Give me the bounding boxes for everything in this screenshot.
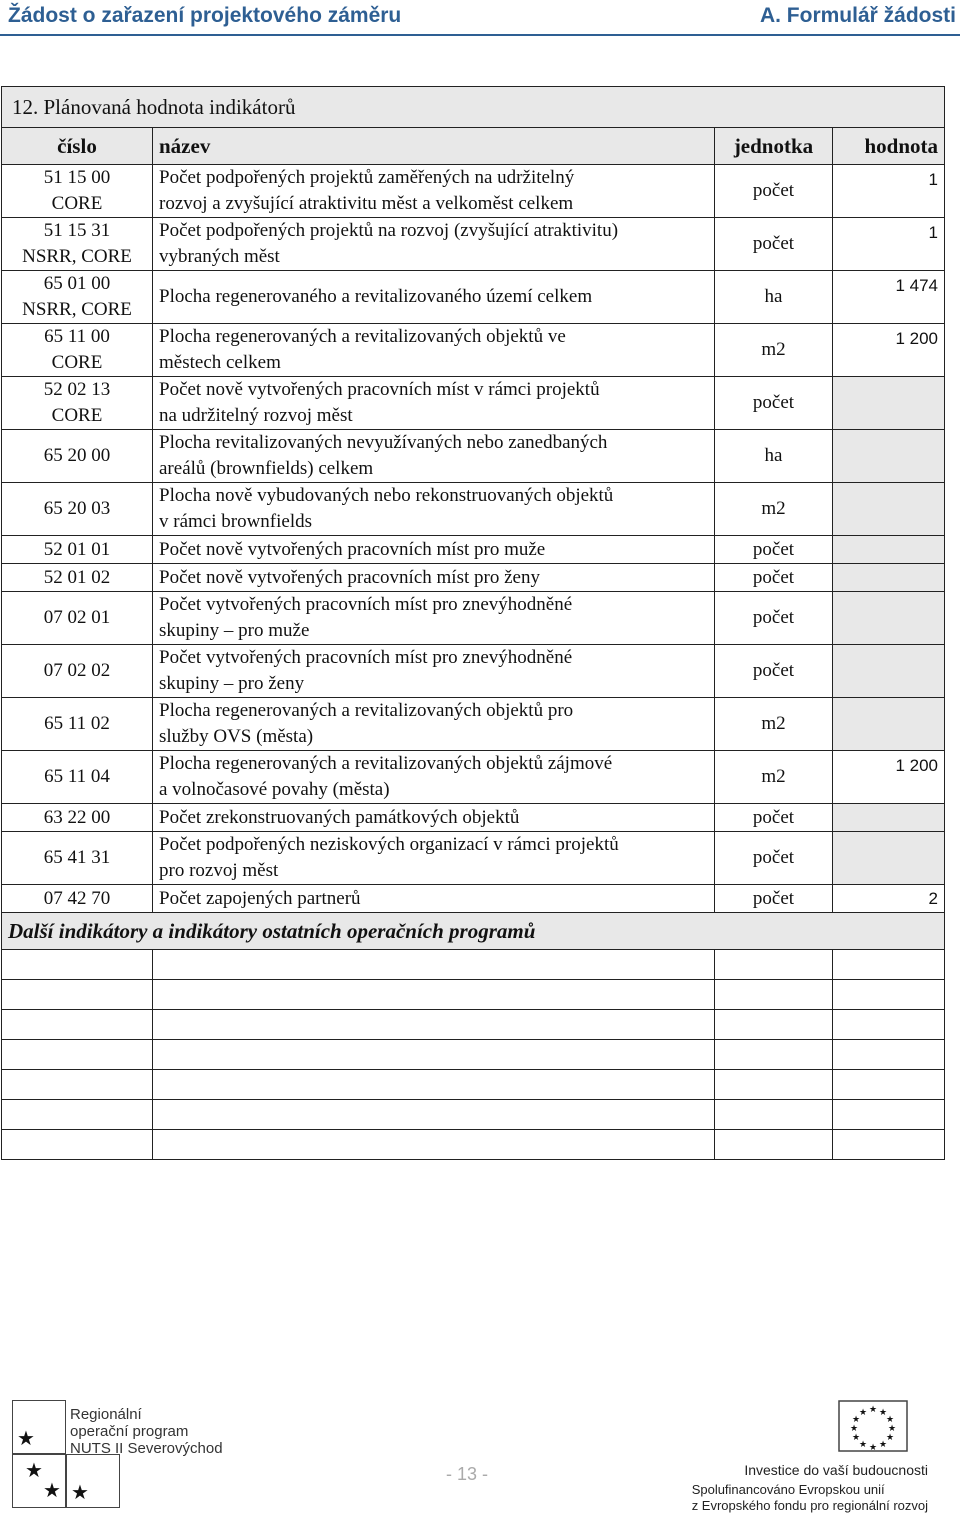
indicator-code: 63 22 00 <box>2 804 153 832</box>
indicator-code: 65 11 04 <box>2 751 153 804</box>
indicator-table <box>1 86 945 1160</box>
other-indicators-title: Další indikátory a indikátory ostatních operačních programů <box>2 913 945 950</box>
indicator-unit: m2 <box>715 751 833 804</box>
indicator-name: Plocha regenerovaných a revitalizovaných objektů zájmové a volnočasové povahy (města) <box>153 751 715 804</box>
indicator-code: 65 11 00 CORE <box>2 324 153 377</box>
table-row <box>2 885 945 913</box>
eu-flag-icon <box>838 1400 908 1452</box>
indicator-unit: počet <box>715 885 833 913</box>
indicator-code: 65 01 00 NSRR, CORE <box>2 271 153 324</box>
indicator-name: Počet vytvořených pracovních míst pro znevýhodněné skupiny – pro ženy <box>153 645 715 698</box>
indicator-name: Počet nově vytvořených pracovních míst pro muže <box>153 536 715 564</box>
table-row <box>2 804 945 832</box>
indicator-value[interactable] <box>833 430 945 483</box>
empty-cell[interactable] <box>715 1070 833 1100</box>
empty-cell[interactable] <box>715 1010 833 1040</box>
empty-cell[interactable] <box>2 980 153 1010</box>
indicator-value[interactable] <box>833 377 945 430</box>
indicator-name: Počet vytvořených pracovních míst pro znevýhodněné skupiny – pro muže <box>153 592 715 645</box>
star-icon: ★ <box>25 1460 43 1482</box>
col-jednotka: jednotka <box>715 128 833 165</box>
indicator-code: 65 11 02 <box>2 698 153 751</box>
indicator-name: Počet nově vytvořených pracovních míst v rámci projektů na udržitelný rozvoj měst <box>153 377 715 430</box>
indicator-name: Plocha revitalizovaných nevyužívaných nebo zanedbaných areálů (brownfields) celkem <box>153 430 715 483</box>
indicator-name: Počet zrekonstruovaných památkových objektů <box>153 804 715 832</box>
empty-cell[interactable] <box>715 950 833 980</box>
indicator-name: Počet podpořených neziskových organizací v rámci projektů pro rozvoj měst <box>153 832 715 885</box>
indicator-code: 52 02 13 CORE <box>2 377 153 430</box>
empty-row <box>2 950 945 980</box>
col-hodnota: hodnota <box>833 128 945 165</box>
indicator-unit: počet <box>715 645 833 698</box>
indicator-value[interactable]: 2 <box>833 885 945 913</box>
star-icon: ★ <box>43 1480 61 1502</box>
empty-cell[interactable] <box>833 1130 945 1160</box>
table-row <box>2 377 945 430</box>
indicator-unit: m2 <box>715 698 833 751</box>
indicator-value[interactable] <box>833 698 945 751</box>
empty-cell[interactable] <box>715 1130 833 1160</box>
indicator-unit: ha <box>715 430 833 483</box>
svg-text:★: ★ <box>851 1415 861 1425</box>
table-row <box>2 592 945 645</box>
svg-text:★: ★ <box>878 1440 888 1450</box>
table-row <box>2 832 945 885</box>
indicator-code: 07 02 01 <box>2 592 153 645</box>
empty-cell[interactable] <box>153 1130 715 1160</box>
table-row <box>2 698 945 751</box>
table-row <box>2 218 945 271</box>
indicator-value[interactable] <box>833 536 945 564</box>
indicator-name: Počet zapojených partnerů <box>153 885 715 913</box>
section-title: 12. Plánovaná hodnota indikátorů <box>2 87 945 128</box>
rop-logo-box <box>12 1400 66 1454</box>
empty-cell[interactable] <box>833 1100 945 1130</box>
indicator-name: Plocha nově vybudovaných nebo rekonstruovaných objektů v rámci brownfields <box>153 483 715 536</box>
empty-cell[interactable] <box>2 1010 153 1040</box>
indicator-value[interactable]: 1 <box>833 218 945 271</box>
indicator-unit: m2 <box>715 483 833 536</box>
empty-row <box>2 1040 945 1070</box>
indicator-code: 07 02 02 <box>2 645 153 698</box>
indicator-code: 07 42 70 <box>2 885 153 913</box>
eu-cofinancing: Spolufinancováno Evropskou unií z Evropského fondu pro regionální rozvoj <box>691 1482 928 1513</box>
indicator-value[interactable] <box>833 592 945 645</box>
indicator-name: Počet nově vytvořených pracovních míst pro ženy <box>153 564 715 592</box>
indicator-name: Plocha regenerovaných a revitalizovaných objektů pro služby OVS (města) <box>153 698 715 751</box>
indicator-unit: m2 <box>715 324 833 377</box>
svg-text:★: ★ <box>885 1415 895 1425</box>
indicator-value[interactable] <box>833 804 945 832</box>
indicator-value[interactable]: 1 200 <box>833 324 945 377</box>
indicator-value[interactable] <box>833 832 945 885</box>
indicator-name: Plocha regenerovaných a revitalizovaných objektů ve městech celkem <box>153 324 715 377</box>
indicator-unit: počet <box>715 592 833 645</box>
empty-cell[interactable] <box>2 950 153 980</box>
indicator-value[interactable] <box>833 483 945 536</box>
indicator-unit: počet <box>715 218 833 271</box>
header-title: Žádost o zařazení projektového záměru <box>8 4 402 27</box>
indicator-value[interactable] <box>833 645 945 698</box>
empty-cell[interactable] <box>833 1040 945 1070</box>
indicator-value[interactable] <box>833 564 945 592</box>
header-divider <box>0 34 960 36</box>
table-row <box>2 751 945 804</box>
star-icon: ★ <box>71 1482 89 1504</box>
indicator-value[interactable]: 1 474 <box>833 271 945 324</box>
empty-row <box>2 1130 945 1160</box>
rop-logo-text: Regionální operační program NUTS II Severovýchod <box>70 1406 223 1457</box>
svg-text:★: ★ <box>851 1433 861 1443</box>
star-icon: ★ <box>17 1428 35 1450</box>
col-nazev: název <box>153 128 715 165</box>
column-header-row <box>2 128 945 165</box>
empty-cell[interactable] <box>153 980 715 1010</box>
table-row <box>2 536 945 564</box>
svg-text:★: ★ <box>858 1408 868 1418</box>
rop-logo-box-3 <box>66 1454 120 1508</box>
empty-cell[interactable] <box>833 1010 945 1040</box>
indicator-value[interactable]: 1 200 <box>833 751 945 804</box>
empty-cell[interactable] <box>715 1100 833 1130</box>
empty-cell[interactable] <box>153 950 715 980</box>
table-row <box>2 645 945 698</box>
table-row <box>2 324 945 377</box>
indicator-unit: počet <box>715 377 833 430</box>
empty-cell[interactable] <box>153 1010 715 1040</box>
empty-cell[interactable] <box>153 1100 715 1130</box>
empty-row <box>2 1010 945 1040</box>
empty-cell[interactable] <box>2 1100 153 1130</box>
indicator-code: 52 01 01 <box>2 536 153 564</box>
table-row <box>2 271 945 324</box>
indicator-code: 51 15 31 NSRR, CORE <box>2 218 153 271</box>
empty-row <box>2 980 945 1010</box>
svg-text:★: ★ <box>868 1443 878 1452</box>
page-number: - 13 - <box>446 1464 489 1484</box>
empty-cell[interactable] <box>833 1070 945 1100</box>
empty-cell[interactable] <box>153 1040 715 1070</box>
svg-text:★: ★ <box>858 1440 868 1450</box>
empty-cell[interactable] <box>2 1040 153 1070</box>
svg-text:★: ★ <box>887 1424 897 1434</box>
indicator-unit: počet <box>715 832 833 885</box>
page-header <box>0 0 960 34</box>
table-row <box>2 564 945 592</box>
empty-cell[interactable] <box>715 980 833 1010</box>
indicator-name: Počet podpořených projektů zaměřených na udržitelný rozvoj a zvyšující atraktivitu měst a velkoměst celkem <box>153 165 715 218</box>
indicator-name: Počet podpořených projektů na rozvoj (zvyšující atraktivitu) vybraných měst <box>153 218 715 271</box>
rop-logo-box-2 <box>12 1454 66 1508</box>
svg-text:★: ★ <box>849 1424 859 1434</box>
indicator-code: 65 20 00 <box>2 430 153 483</box>
header-section: A. Formulář žádosti <box>759 4 956 27</box>
empty-cell[interactable] <box>833 950 945 980</box>
indicator-code: 51 15 00 CORE <box>2 165 153 218</box>
table-row <box>2 165 945 218</box>
indicator-code: 65 20 03 <box>2 483 153 536</box>
empty-row <box>2 1100 945 1130</box>
empty-cell[interactable] <box>715 1040 833 1070</box>
table-row <box>2 483 945 536</box>
svg-text:★: ★ <box>868 1405 878 1415</box>
table-row <box>2 430 945 483</box>
empty-cell[interactable] <box>2 1070 153 1100</box>
eu-slogan: Investice do vaší budoucnosti <box>744 1462 928 1478</box>
empty-cell[interactable] <box>2 1130 153 1160</box>
indicator-unit: počet <box>715 165 833 218</box>
indicator-unit: ha <box>715 271 833 324</box>
svg-text:★: ★ <box>878 1408 888 1418</box>
indicator-unit: počet <box>715 564 833 592</box>
svg-text:★: ★ <box>885 1433 895 1443</box>
empty-cell[interactable] <box>833 980 945 1010</box>
indicator-unit: počet <box>715 804 833 832</box>
indicator-unit: počet <box>715 536 833 564</box>
empty-cell[interactable] <box>153 1070 715 1100</box>
indicator-name: Plocha regenerovaného a revitalizovaného území celkem <box>153 271 715 324</box>
col-cislo: číslo <box>2 128 153 165</box>
indicator-value[interactable]: 1 <box>833 165 945 218</box>
empty-row <box>2 1070 945 1100</box>
indicator-code: 52 01 02 <box>2 564 153 592</box>
page-footer <box>0 1390 960 1516</box>
indicator-code: 65 41 31 <box>2 832 153 885</box>
